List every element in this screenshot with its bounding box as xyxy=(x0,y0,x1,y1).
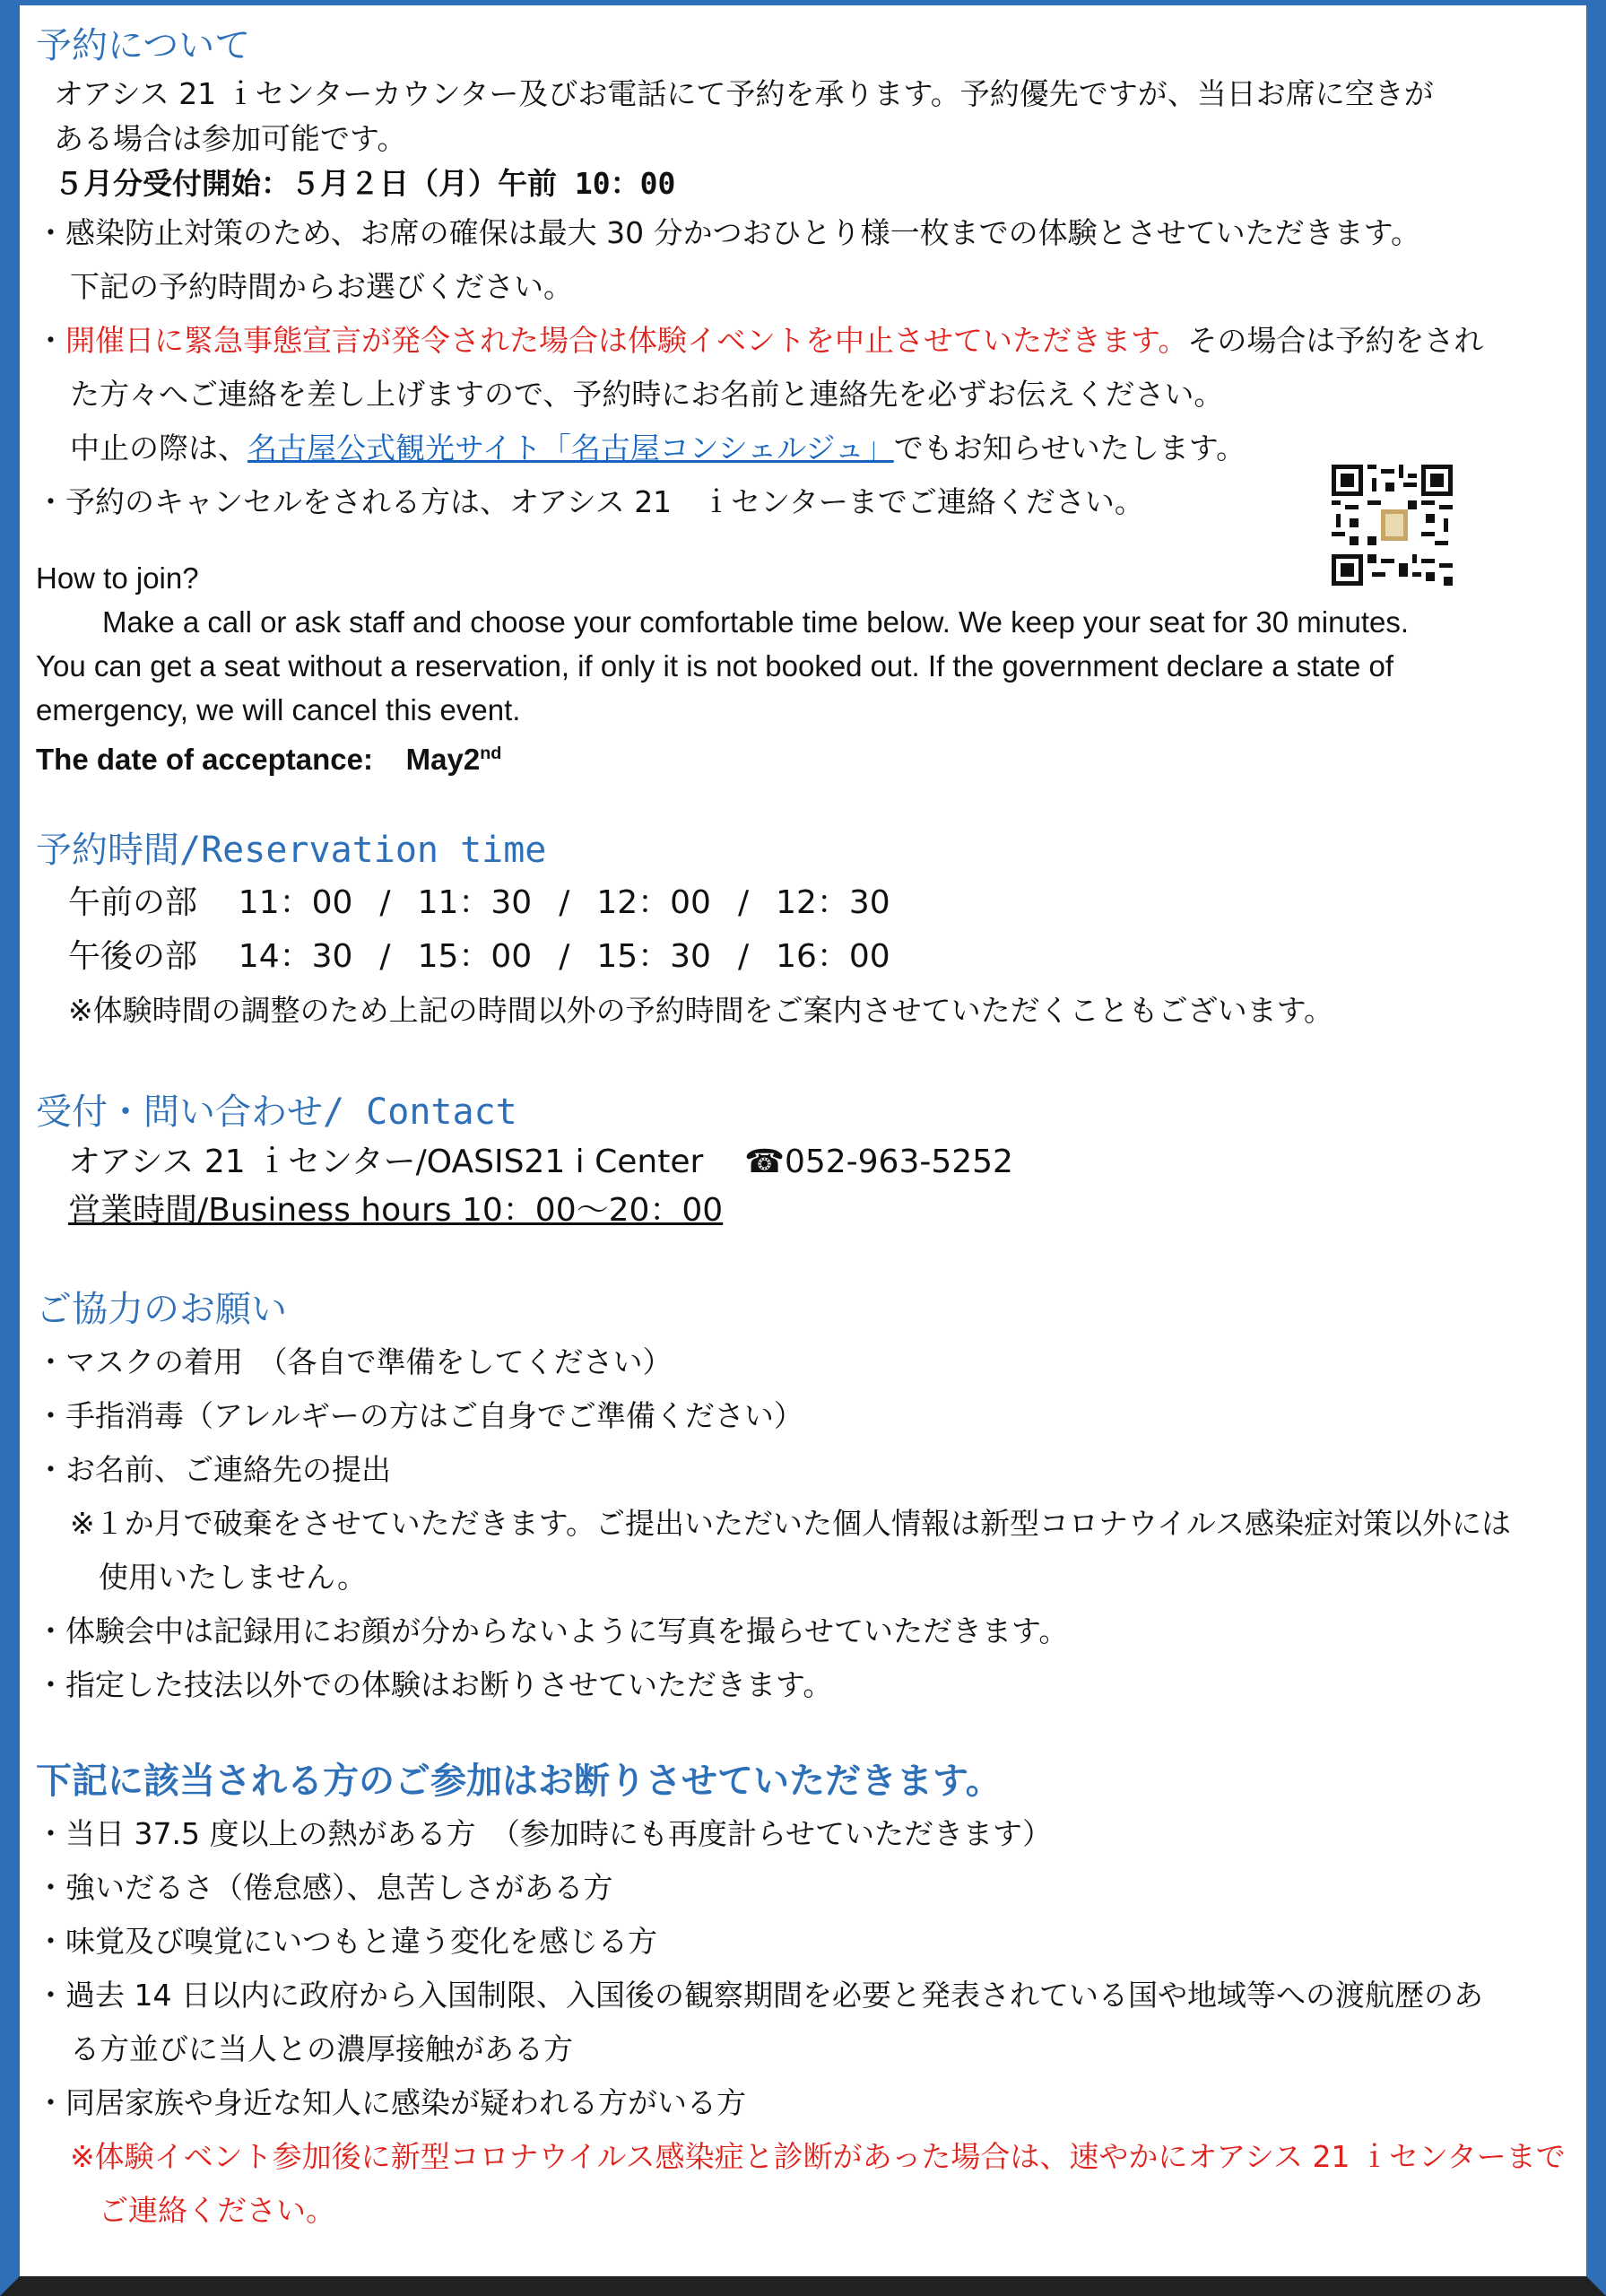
contact-center-row xyxy=(36,1138,1574,1187)
afternoon-label: 午後の部 xyxy=(68,938,198,975)
qr-code-icon[interactable] xyxy=(1332,465,1453,586)
time-slot: 11：00 xyxy=(238,884,353,921)
reservation-intro-line2: ある場合は参加可能です。 xyxy=(54,121,407,156)
contact-heading: 受付・問い合わせ/ Contact xyxy=(36,1091,517,1133)
nagoya-concierge-link[interactable]: 名古屋公式観光サイト「名古屋コンシェルジュ」 xyxy=(247,430,894,465)
refusal-heading: 下記に該当される方のご参加はお断りさせていただきます。 xyxy=(36,1761,1002,1802)
bullet-emergency-cont: た方々へご連絡を差し上げますので、予約時にお名前と連絡先を必ずお伝えください。 xyxy=(70,377,1224,412)
phone-number[interactable]: 052-963-5252 xyxy=(784,1144,1013,1180)
emergency-rest: その場合は予約をされ xyxy=(1187,323,1484,358)
morning-row xyxy=(36,876,1574,930)
english-line2: You can get a seat without a reservation, if only it is not booked out. If the government declare a state of xyxy=(36,649,1394,683)
time-slot: 15：30 xyxy=(596,938,711,975)
business-hours: 営業時間/Business hours 10：00～20：00 xyxy=(68,1192,724,1229)
slot-separator: / xyxy=(737,884,750,921)
slot-separator: / xyxy=(379,938,391,975)
time-slot: 16：00 xyxy=(776,938,890,975)
bullet-emergency xyxy=(36,314,1574,368)
time-slot: 12：30 xyxy=(776,884,890,921)
diagnosis-warning-line1: ※体験イベント参加後に新型コロナウイルス感染症と診断があった場合は、速やかにオアシス 21 ｉセンターまで xyxy=(70,2139,1566,2174)
slot-separator: / xyxy=(737,938,750,975)
refusal-item: ・当日 37.5 度以上の熱がある方 （参加時にも再度計らせていただきます） xyxy=(36,1816,1052,1851)
cooperation-item: ・お名前、ご連絡先の提出 xyxy=(36,1452,391,1487)
english-line3: emergency, we will cancel this event. xyxy=(36,693,521,726)
bullet-cancel: ・予約のキャンセルをされる方は、オアシス 21 ｉセンターまでご連絡ください。 xyxy=(36,484,1144,519)
spacer xyxy=(36,1235,1574,1283)
bullet-seat-limit: ・感染防止対策のため、お席の確保は最大 30 分かつおひとり様一枚までの体験とさせていただきます。 xyxy=(36,215,1421,250)
time-slot: 12：00 xyxy=(596,884,711,921)
notice-content xyxy=(36,20,1574,2238)
link-prefix: 中止の際は、 xyxy=(70,430,247,465)
refusal-item: ・味覚及び嗅覚にいつもと違う変化を感じる方 xyxy=(36,1924,657,1959)
slot-separator: / xyxy=(559,884,570,921)
bullet-seat-limit-cont: 下記の予約時間からお選びください。 xyxy=(70,269,573,304)
refusal-item: ・同居家族や身近な知人に感染が疑われる方がいる方 xyxy=(36,2085,746,2120)
time-slot: 15：00 xyxy=(417,938,533,975)
refusal-item-cont: る方並びに当人との濃厚接触がある方 xyxy=(70,2031,573,2066)
diagnosis-warning-line2: ご連絡ください。 xyxy=(99,2193,335,2228)
spacer xyxy=(36,781,1574,824)
spacer xyxy=(36,1038,1574,1086)
cooperation-item: ・指定した技法以外での体験はお断りさせていただきます。 xyxy=(36,1667,833,1702)
slot-separator: / xyxy=(379,884,391,921)
link-suffix: でもお知らせいたします。 xyxy=(893,430,1246,465)
phone-icon: ☎ xyxy=(744,1144,785,1180)
reservation-intro-line1: オアシス 21 ｉセンターカウンター及びお電話にて予約を承ります。予約優先ですが、当日お席に空きが xyxy=(54,76,1434,111)
privacy-note-line2: 使用いたしません。 xyxy=(99,1560,367,1595)
reservation-heading: 予約について xyxy=(36,25,251,66)
center-name: オアシス 21 ｉセンター/OASIS21 i Center xyxy=(68,1144,704,1180)
spacer xyxy=(36,1712,1574,1755)
morning-label: 午前の部 xyxy=(68,884,198,921)
cooperation-item: ・体験会中は記録用にお顔が分からないように写真を撮らせていただきます。 xyxy=(36,1613,1069,1648)
acceptance-value: May2 xyxy=(405,743,481,776)
acceptance-suffix: nd xyxy=(480,744,502,763)
time-slot: 14：30 xyxy=(238,938,353,975)
bullet-mark: ・ xyxy=(36,323,65,358)
afternoon-row xyxy=(36,930,1574,984)
acceptance-date xyxy=(36,732,1574,781)
how-to-join: How to join? xyxy=(36,561,199,595)
cooperation-heading: ご協力のお願い xyxy=(36,1289,287,1330)
privacy-note-line1: ※１か月で破棄をさせていただきます。ご提出いただいた個人情報は新型コロナウイルス感染症対策以外には xyxy=(70,1506,1512,1541)
refusal-item: ・過去 14 日以内に政府から入国制限、入国後の観察期間を必要と発表されている国や地域等への渡航歴のあ xyxy=(36,1978,1483,2013)
refusal-item: ・強いだるさ（倦怠感）、息苦しさがある方 xyxy=(36,1870,613,1905)
cooperation-item: ・マスクの着用 （各自で準備をしてください） xyxy=(36,1344,673,1379)
cooperation-item: ・手指消毒（アレルギーの方はご自身でご準備ください） xyxy=(36,1398,803,1433)
accept-start: ５月分受付開始：５月２日（月）午前 10：00 xyxy=(54,166,676,201)
acceptance-label: The date of acceptance: xyxy=(36,743,373,776)
english-line1: Make a call or ask staff and choose your comfortable time below. We keep your seat for 30 minutes. xyxy=(102,605,1410,639)
times-note: ※体験時間の調整のため上記の時間以外の予約時間をご案内させていただくこともございます。 xyxy=(68,993,1334,1028)
emergency-alert: 開催日に緊急事態宣言が発令された場合は体験イベントを中止させていただきます。 xyxy=(65,323,1188,358)
times-heading: 予約時間/Reservation time xyxy=(36,830,547,871)
time-slot: 11：30 xyxy=(417,884,533,921)
slot-separator: / xyxy=(559,938,570,975)
